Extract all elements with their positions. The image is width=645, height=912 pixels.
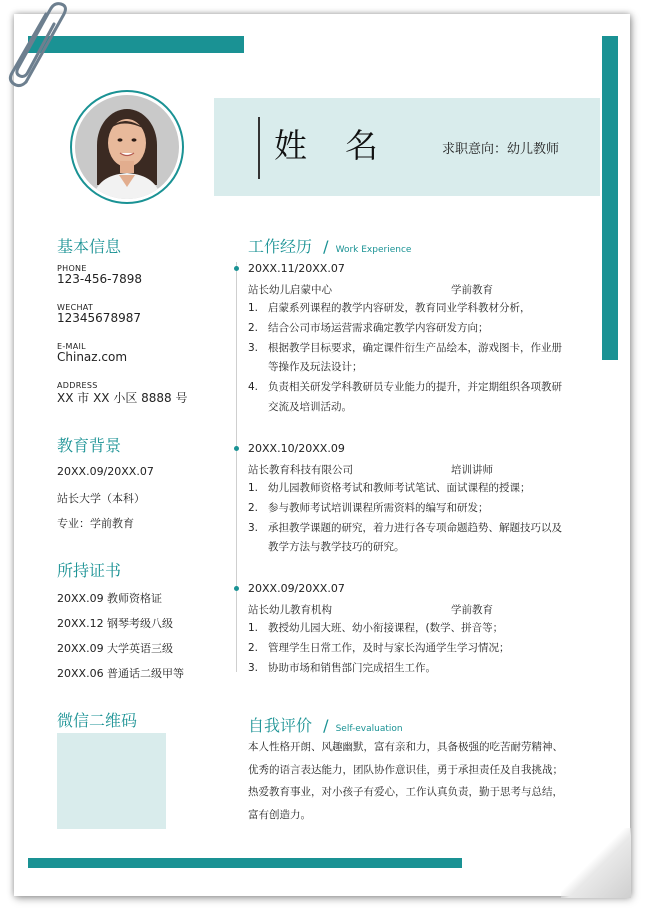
email-label: E-MAIL	[57, 342, 86, 351]
job-duty: 2. 结合公司市场运营需求确定教学内容研发方向；	[248, 322, 489, 334]
self-evaluation-title: 自我评价	[248, 716, 313, 735]
basic-info-title: 基本信息	[57, 237, 122, 256]
work-experience-title: 工作经历	[248, 237, 313, 256]
certificate-item: 20XX.12 钢琴考级八级	[57, 617, 174, 630]
certificate-item: 20XX.06 普通话二级甲等	[57, 667, 185, 680]
job-duty-continued: 交流及培训活动。	[268, 401, 352, 413]
education-dates: 20XX.09/20XX.07	[57, 465, 154, 478]
timeline-dot	[234, 446, 239, 451]
address-label: ADDRESS	[57, 381, 98, 390]
job-duty: 1. 启蒙系列课程的教学内容研发，教育同业学科教材分析，	[248, 302, 531, 314]
bottom-accent-bar	[28, 858, 462, 868]
education-major: 专业：学前教育	[57, 517, 134, 530]
job-role: 学前教育	[451, 604, 493, 616]
self-eval-line: 本人性格开朗、风趣幽默，富有亲和力，具备极强的吃苦耐劳精神、	[248, 741, 563, 753]
certificate-item: 20XX.09 大学英语三级	[57, 642, 174, 655]
wechat-qr-title: 微信二维码	[57, 711, 138, 730]
phone-label: PHONE	[57, 264, 87, 273]
self-eval-line: 优秀的语言表达能力，团队协作意识佳，勇于承担责任及自我挑战；	[248, 763, 563, 776]
name-divider	[258, 117, 260, 179]
wechat-label: WECHAT	[57, 303, 94, 312]
job-duty: 1. 教授幼儿园大班、幼小衔接课程，(数学、拼音等；	[248, 622, 504, 634]
self-evaluation-title-en: Self-evaluation	[335, 724, 403, 734]
page-curl	[561, 828, 631, 898]
self-eval-line: 热爱教育事业，对小孩子有爱心，工作认真负责，勤于思考与总结，	[248, 786, 563, 798]
work-title-row: 工作经历 / Work Experience	[248, 237, 412, 256]
job-duty: 1. 幼儿园教师资格考试和教师考试笔试、面试课程的授课；	[248, 482, 531, 494]
avatar	[70, 90, 184, 204]
education-title: 教育背景	[57, 436, 122, 455]
email-value: Chinaz.com	[57, 350, 128, 364]
job-duty: 3. 协助市场和销售部门完成招生工作。	[248, 662, 436, 674]
self-eval-title-row: 自我评价 / Self-evaluation	[248, 716, 403, 735]
job-company: 站长幼儿教育机构	[248, 604, 332, 616]
timeline-dot	[234, 266, 239, 271]
phone-value: 123-456-7898	[57, 272, 143, 286]
job-duty-continued: 等操作及玩法设计；	[268, 361, 363, 373]
job-company: 站长幼儿启蒙中心	[248, 284, 332, 296]
job-date: 20XX.10/20XX.09	[248, 442, 345, 455]
job-date: 20XX.11/20XX.07	[248, 262, 345, 275]
address-value: XX 市 XX 小区 8888 号	[57, 391, 188, 405]
self-evaluation-text	[248, 736, 588, 826]
education-school: 站长大学（本科）	[57, 492, 145, 505]
job-duty: 2. 管理学生日常工作，及时与家长沟通学生学习情况；	[248, 642, 510, 654]
portrait-photo	[75, 95, 179, 199]
job-duty-continued: 教学方法与教学技巧的研究。	[268, 541, 405, 553]
timeline-line	[236, 262, 237, 672]
job-company: 站长教育科技有限公司	[248, 464, 353, 476]
job-role: 培训讲师	[451, 464, 493, 476]
job-intent-label: 求职意向：	[442, 142, 508, 157]
right-accent-bar	[602, 36, 618, 360]
certificate-item: 20XX.09 教师资格证	[57, 592, 163, 605]
job-role: 学前教育	[451, 284, 493, 296]
job-duty: 3. 承担教学课题的研究，着力进行各专项命题趋势、解题技巧以及	[248, 522, 562, 534]
candidate-name: 姓名	[274, 126, 416, 165]
job-date: 20XX.09/20XX.07	[248, 582, 345, 595]
wechat-qr-code	[57, 733, 166, 829]
wechat-value: 12345678987	[57, 311, 141, 325]
self-eval-line: 富有创造力。	[248, 808, 311, 821]
certificates-title: 所持证书	[57, 561, 122, 580]
work-experience-title-en: Work Experience	[335, 245, 412, 255]
paperclip-icon	[4, 2, 74, 88]
job-duty: 3. 根据教学目标要求，确定课件衍生产品绘本，游戏图卡，作业册	[248, 342, 562, 354]
job-intent-value: 幼儿教师	[507, 142, 560, 157]
job-intent	[442, 138, 559, 157]
job-duty: 2. 参与教师考试培训课程所需资料的编写和研发；	[248, 502, 489, 514]
timeline-dot	[234, 586, 239, 591]
job-duty: 4. 负责相关研发学科教研员专业能力的提升，并定期组织各项教研	[248, 381, 562, 393]
